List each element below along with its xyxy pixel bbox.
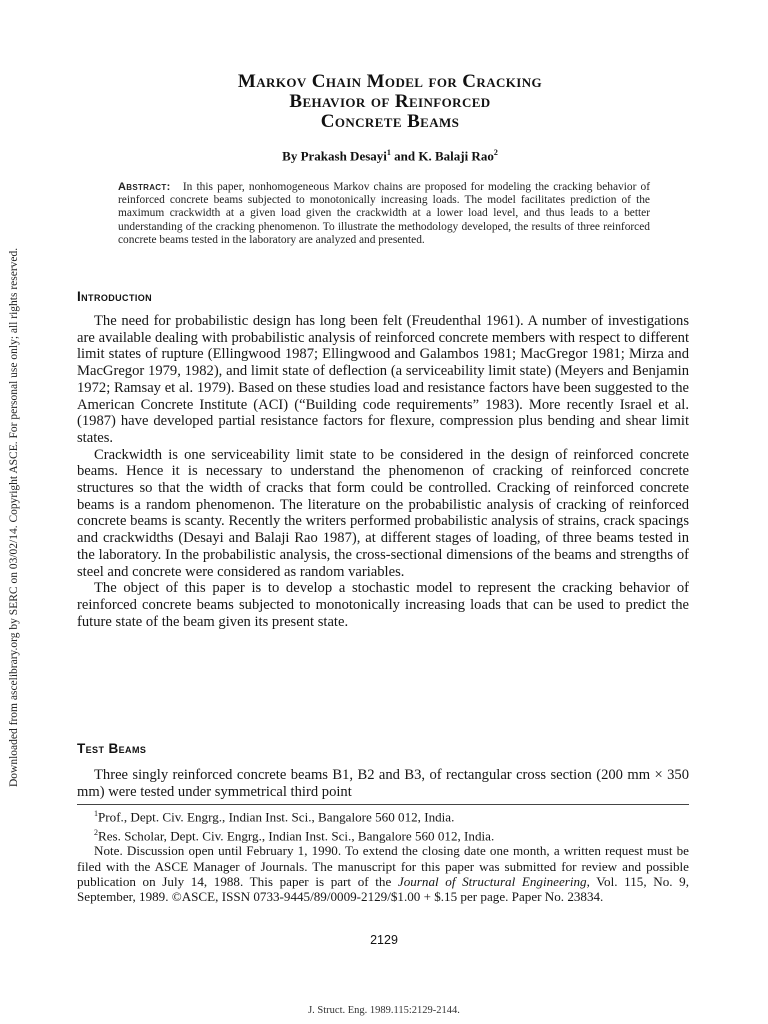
footnote-2-text: Res. Scholar, Dept. Civ. Engrg., Indian Inst. Sci., Bangalore 560 012, India. [98, 828, 495, 844]
footnote-2 [77, 825, 689, 844]
abstract [118, 181, 650, 247]
footnotes [77, 806, 689, 905]
section-heading-introduction: Introduction [77, 289, 153, 304]
author-2: and K. Balaji Rao [390, 148, 494, 164]
title-line-3: Concrete Beams [320, 111, 460, 132]
discussion-note [77, 843, 689, 904]
paragraph: Three singly reinforced concrete beams B1, B2 and B3, of rectangular cross section (200 mm × 350 mm) were tested under symmetrical third point [77, 767, 689, 800]
test-beams-body [77, 767, 689, 800]
note-text: Note. Discussion open until February 1, 1990. To extend the closing date one month, a written request must be filed with the ASCE Manager of Journals. The manuscript for this paper was submitted for review and possible publication on July 14, 1988. This paper is part of the [77, 843, 689, 889]
introduction-body [77, 313, 689, 630]
footnote-1 [77, 806, 689, 825]
abstract-text: In this paper, nonhomogeneous Markov chains are proposed for modeling the cracking behavior of reinforced concrete beams subjected to monotonically increasing loads. The model facilitates prediction of the maximum crackwidth at a given load given the crackwidth at a lower load level, and thus leads to a better understanding of the cracking phenomenon. To illustrate the methodology developed, the results of three reinforced concrete beams tested in the laboratory are analyzed and presented. [118, 181, 651, 246]
journal-name: Journal of Structural Engineering [397, 873, 587, 889]
title-line-1: Markov Chain Model for Cracking [237, 71, 543, 92]
abstract-label: Abstract: [118, 181, 171, 193]
author-1-mark: 1 [386, 148, 391, 157]
footnote-1-text: Prof., Dept. Civ. Engrg., Indian Inst. Sci., Bangalore 560 012, India. [98, 809, 455, 825]
paragraph: The object of this paper is to develop a stochastic model to represent the cracking behavior of reinforced concrete beams subjected to monotonically increasing loads that can be used to predict the future state of the beam given its present state. [77, 580, 689, 630]
paragraph: The need for probabilistic design has long been felt (Freudenthal 1961). A number of investigations are available dealing with probabilistic analysis of reinforced concrete members with respect to different limit states of rupture (Ellingwood 1987; Ellingwood and Galambos 1981; MacGregor 1981; Mirza and MacGregor 1979, 1982), and limit state of deflection (a serviceability limit state) (Meyers and Benjamin 1972; Ramsay et al. 1979). Based on these studies load and resistance factors have been suggested to the American Concrete Institute (ACI) (“Building code requirements” 1983). More recently Israel et al. (1987) have developed partial resistance factors for flexure, compression plus bending and shear limit states. [77, 313, 689, 446]
download-watermark: Downloaded from ascelibrary.org by SERC on 03/02/14. Copyright ASCE. For personal use only; all rights reserved. [8, 247, 20, 787]
paragraph: Crackwidth is one serviceability limit state to be considered in the design of reinforced concrete beams. Hence it is necessary to understand the phenomenon of cracking of reinforced concrete structures so that the width of cracks that form could be controlled. Cracking of reinforced concrete beams is a random phenomenon. The literature on the probabilistic analysis of cracking of reinforced concrete beams is scanty. Recently the writers performed probabilistic analysis of strains, crack spacings and crackwidths (Desayi and Balaji Rao 1987), at different stages of loading, of three beams tested in the laboratory. In the probabilistic analysis, the cross-sectional dimensions of the beams and strengths of steel and concrete were considered as random variables. [77, 446, 689, 580]
footnote-1-mark: 1 [94, 809, 98, 818]
page-number: 2129 [370, 933, 398, 947]
author-2-mark: 2 [493, 148, 498, 157]
note-text-end: , Vol. 115, No. 9, September, 1989. ©ASCE, ISSN 0733-9445/89/0009-2129/$1.00 + $.15 per page. Paper No. 23834. [77, 873, 689, 905]
footnote-rule [77, 804, 689, 805]
section-heading-test-beams: Test Beams [77, 741, 147, 756]
footnote-2-mark: 2 [94, 827, 98, 837]
paper-title [80, 72, 700, 132]
title-line-2: Behavior of Reinforced [289, 91, 491, 112]
author-1: By Prakash Desayi [282, 148, 387, 164]
author-line [80, 148, 700, 164]
journal-citation: J. Struct. Eng. 1989.115:2129-2144. [308, 1005, 460, 1016]
